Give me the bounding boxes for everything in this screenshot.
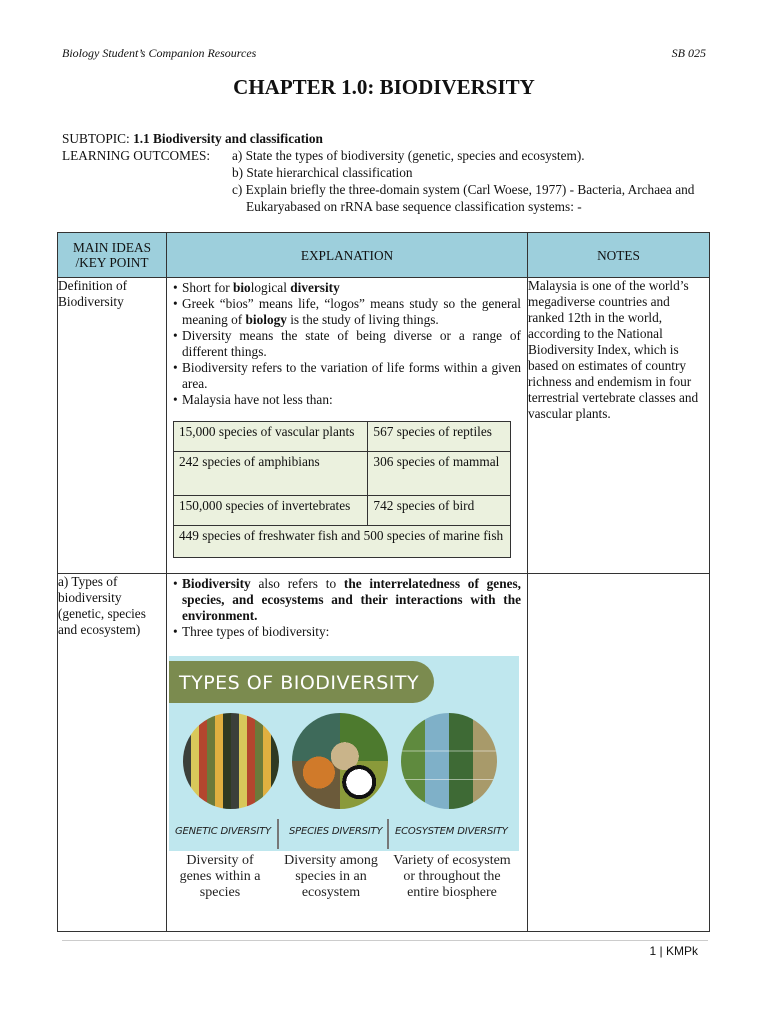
- genetic-diversity-image: [183, 713, 279, 809]
- species-cell: 306 species of mammal: [368, 452, 511, 496]
- bullet-item: [173, 296, 521, 328]
- text-run: also refers to: [250, 576, 344, 591]
- species-diversity-caption: Diversity among species in an ecosystem: [284, 853, 378, 900]
- ecosystem-diversity-image: [401, 713, 497, 809]
- learning-outcome-a: [62, 147, 722, 164]
- species-diversity-label: SPECIES DIVERSITY: [289, 826, 383, 837]
- subtopic-label: SUBTOPIC:: [62, 131, 134, 146]
- text-run: logical: [250, 280, 291, 295]
- text-run: Short for: [182, 280, 233, 295]
- bullet-text: Biodiversity refers to the variation of life forms within a given area.: [182, 360, 521, 391]
- species-cell: 150,000 species of invertebrates: [174, 496, 368, 526]
- table-row: [174, 422, 511, 452]
- figure-banner: [169, 661, 434, 703]
- bullet-item: [173, 392, 521, 408]
- bold-text: diversity: [290, 280, 340, 295]
- running-header-title: Biology Student’s Companion Resources: [62, 46, 257, 60]
- learning-outcome-c-cont: [62, 198, 722, 215]
- subtopic-value: 1.1 Biodiversity and classification: [133, 131, 323, 146]
- learning-outcomes-label: LEARNING OUTCOMES:: [62, 148, 211, 163]
- types-of-biodiversity-figure: [169, 656, 519, 906]
- key-point-cell: a) Types of biodiversity (genetic, species and ecosystem): [58, 574, 167, 932]
- bold-text: biology: [245, 312, 287, 327]
- learning-outcome-text: b) State hierarchical classification: [232, 165, 413, 180]
- table-row: [58, 278, 710, 574]
- bullet-icon: •: [173, 360, 178, 375]
- bullet-item: [173, 624, 521, 640]
- figure-separator: [277, 819, 279, 849]
- learning-outcome-text: a) State the types of biodiversity (genetic, species and ecosystem).: [232, 148, 585, 163]
- learning-outcome-text: Eukaryabased on rRNA base sequence classification systems: -: [246, 199, 582, 214]
- table-row: [174, 526, 511, 558]
- bullet-icon: •: [173, 328, 178, 343]
- figure-banner-title: TYPES OF BIODIVERSITY: [179, 672, 420, 694]
- species-cell: 567 species of reptiles: [368, 422, 511, 452]
- learning-outcome-text: c) Explain briefly the three-domain system (Carl Woese, 1977) - Bacteria, Archaea and: [232, 182, 695, 197]
- learning-outcome-c: [62, 181, 722, 198]
- footer-divider: [62, 940, 708, 941]
- table-row: [58, 574, 710, 932]
- genetic-diversity-caption: Diversity of genes within a species: [179, 853, 261, 900]
- chapter-title: CHAPTER 1.0: BIODIVERSITY: [233, 75, 535, 99]
- ecosystem-diversity-caption: Variety of ecosystem or throughout the entire biosphere: [393, 853, 511, 900]
- notes-cell: [528, 574, 710, 932]
- table-header-row: [58, 233, 710, 278]
- bold-text: bio: [232, 280, 251, 295]
- ecosystem-diversity-label: ECOSYSTEM DIVERSITY: [395, 826, 508, 837]
- bullet-item: [173, 280, 521, 296]
- subtopic-line: [62, 130, 722, 147]
- species-cell: 449 species of freshwater fish and 500 species of marine fish: [174, 526, 511, 558]
- explanation-cell: [167, 574, 528, 932]
- bold-text: the interrelatedness of genes, species, and ecosystems and their interactions with the environment.: [182, 576, 522, 623]
- species-cell: 742 species of bird: [368, 496, 511, 526]
- key-point-cell: Definition of Biodiversity: [58, 278, 167, 574]
- bullet-icon: •: [173, 296, 178, 311]
- figure-separator: [387, 819, 389, 849]
- bullet-item: [173, 360, 521, 392]
- page-footer: 1 | KMPk: [649, 944, 698, 958]
- header-explanation: EXPLANATION: [167, 233, 528, 278]
- text-run: Greek “bios” means life, “logos” means study so the general meaning of: [182, 296, 521, 327]
- header-main-ideas: MAIN IDEAS /KEY POINT: [58, 233, 167, 278]
- species-cell: 242 species of amphibians: [174, 452, 368, 496]
- bullet-item: [173, 328, 521, 360]
- bullet-text: Malaysia have not less than:: [182, 392, 333, 407]
- bullet-icon: •: [173, 392, 178, 407]
- notes-table: [57, 232, 710, 932]
- species-table: [173, 421, 511, 558]
- text-run: is the study of living things.: [286, 312, 439, 327]
- learning-meta: [62, 130, 722, 215]
- notes-cell: Malaysia is one of the world’s megadiverse countries and ranked 12th in the world, according to the National Biodiversity Index, which is based on estimates of country richness and endemism in four terrestrial vertebrate classes and vascular plants.: [528, 278, 710, 574]
- bullet-icon: •: [173, 576, 178, 591]
- bullet-text: Three types of biodiversity:: [182, 624, 330, 639]
- learning-outcome-b: [62, 164, 722, 181]
- table-row: [174, 496, 511, 526]
- bold-text: Biodiversity: [182, 576, 251, 591]
- bullet-text: Diversity means the state of being diverse or a range of different things.: [182, 328, 521, 359]
- bullet-icon: •: [173, 624, 178, 639]
- bullet-item: [173, 576, 521, 624]
- species-cell: 15,000 species of vascular plants: [174, 422, 368, 452]
- header-notes: NOTES: [528, 233, 710, 278]
- table-row: [174, 452, 511, 496]
- explanation-cell: [167, 278, 528, 574]
- species-diversity-image: [292, 713, 388, 809]
- running-header-code: SB 025: [671, 46, 706, 60]
- genetic-diversity-label: GENETIC DIVERSITY: [175, 826, 271, 837]
- bullet-icon: •: [173, 280, 178, 295]
